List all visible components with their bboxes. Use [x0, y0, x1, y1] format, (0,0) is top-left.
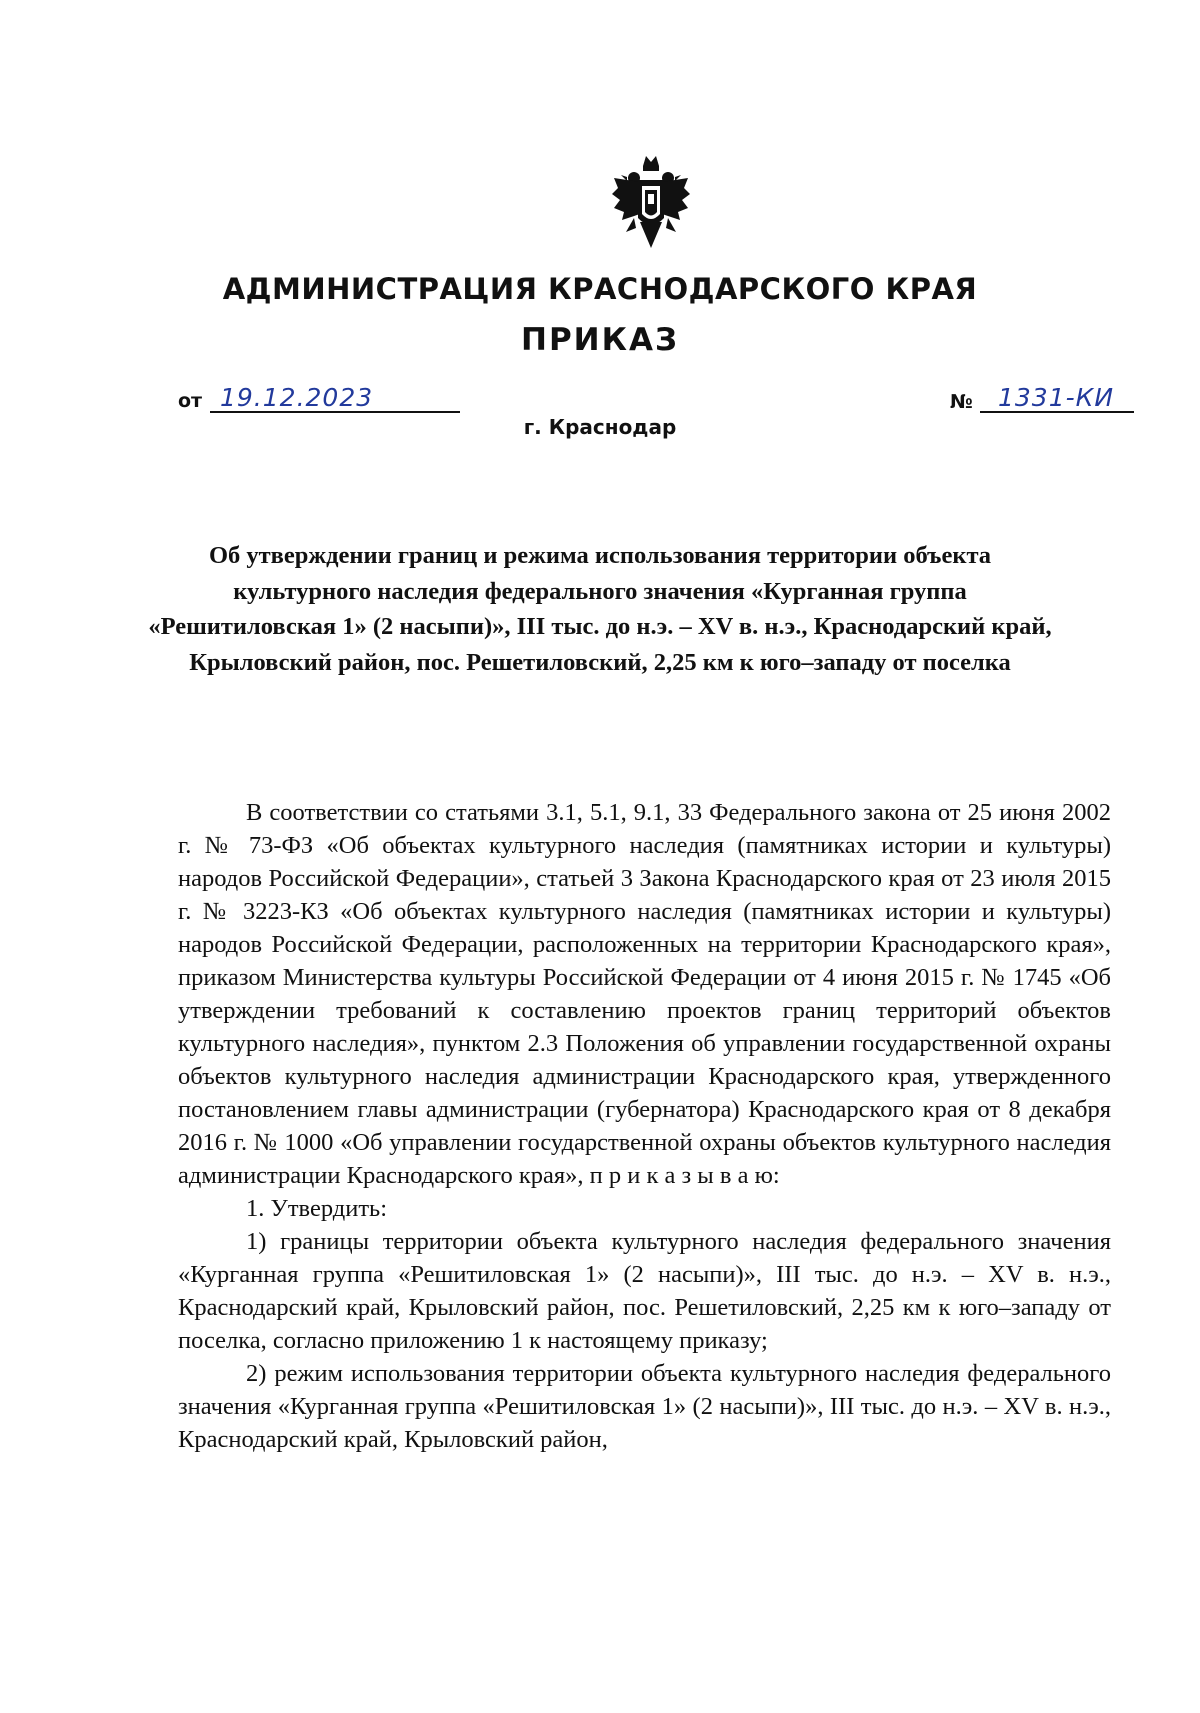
handwritten-number: 1331-КИ — [998, 383, 1115, 412]
number-label: № — [950, 391, 973, 413]
city: г. Краснодар — [523, 415, 677, 439]
date-label: от — [178, 390, 203, 412]
body-paragraph: 1. Утвердить: — [246, 1195, 388, 1222]
body-paragraph: В соответствии со статьями 3.1, 5.1, 9.1, 33 Федерального закона от 25 июня 2002 г. № 73-ФЗ «Об объектах культурного наследия (памятниках истории и культуры) народов Российской Федерации», статьей 3 Закона Краснодарского края от 23 июля 2015 г. № 3223-КЗ «Об объектах культурного наследия (памятниках истории и культуры) народов Российской Федерации, расположенных на территории Краснодарского края», приказом Министерства культуры Российской Федерации от 4 июня 2015 г. № 1745 «Об утверждении требований к составлению проектов границ территорий объектов культурного наследия», пунктом 2.3 Положения об управлении государственной охраны объектов культурного наследия администрации Краснодарского края, утвержденного постановлением главы администрации (губернатора) Краснодарского края от 8 декабря 2016 г. № 1000 «Об управлении государственной охраны объектов культурного наследия администрации Краснодарского края», п р и к а з ы в а ю: — [178, 799, 1111, 1189]
document-type: ПРИКАЗ — [521, 322, 679, 358]
body-paragraph: 2) режим использования территории объекта культурного наследия федерального значения «Курганная группа «Решитиловская 1» (2 насыпи)», III тыс. до н.э. – XV в. н.э., Краснодарский край, Крыловский район, — [178, 1360, 1111, 1453]
organization-name: АДМИНИСТРАЦИЯ КРАСНОДАРСКОГО КРАЯ — [222, 272, 978, 306]
coat-of-arms-icon — [610, 152, 692, 252]
body-paragraph: 1) границы территории объекта культурного наследия федерального значения «Курганная группа «Решитиловская 1» (2 насыпи)», III тыс. до н.э. – XV в. н.э., Краснодарский край, Крыловский район, пос. Решетиловский, 2,25 км к юго–западу от поселка, согласно приложению 1 к настоящему приказу; — [178, 1228, 1111, 1354]
document-title: Об утверждении границ и режима использования территории объекта культурного наследия федерального значения «Курганная группа «Решитиловская 1» (2 насыпи)», III тыс. до н.э. – XV в. н.э., Краснодарский край, Крыловский район, пос. Решетиловский, 2,25 км к юго–западу от поселка — [148, 542, 1052, 676]
handwritten-date: 19.12.2023 — [220, 383, 374, 412]
document-body — [178, 796, 1111, 1456]
